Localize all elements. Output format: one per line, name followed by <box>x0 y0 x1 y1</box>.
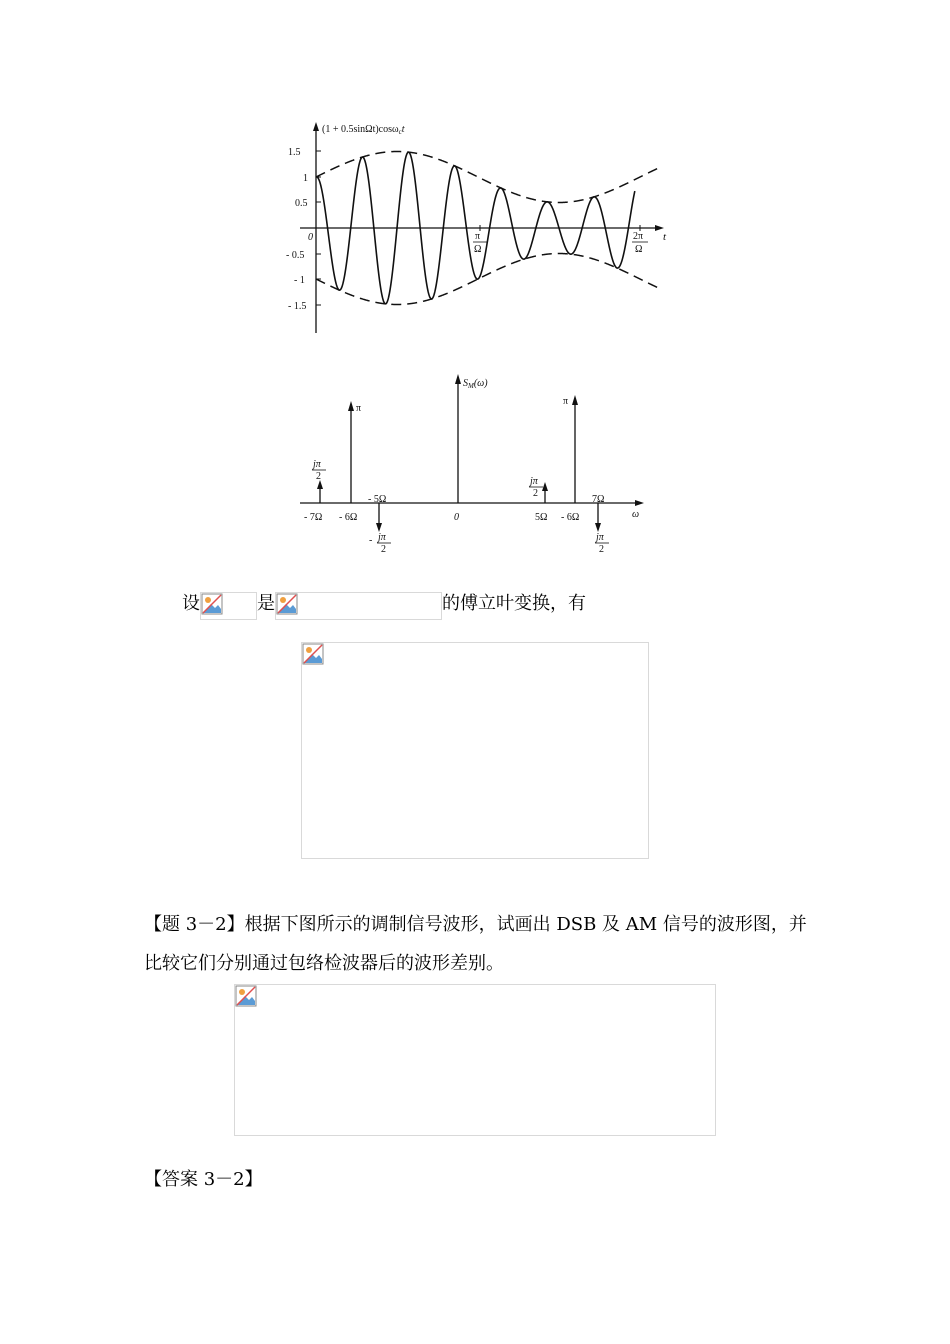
spectrum-label: $S_M(\omega)$ <box>463 378 488 390</box>
x-label-pos5: 5Ω <box>535 512 548 523</box>
jpi-pos7-num: jπ <box>596 532 604 543</box>
formula-image-placeholder <box>200 592 257 620</box>
jpi-neg7-den: 2 <box>316 471 321 482</box>
y-tick-neg-0-5: - 0.5 <box>286 250 305 261</box>
y-tick-neg-1: - 1 <box>294 275 305 286</box>
x-label-pos7: 7Ω <box>592 494 605 505</box>
lower-envelope <box>316 254 658 305</box>
am-waveform-figure <box>280 118 670 338</box>
pi-right: π <box>563 396 569 407</box>
broken-image-icon <box>235 985 257 1007</box>
x-label-neg5: - 5Ω <box>368 494 387 505</box>
answer-heading: 【答案 3－2】 <box>144 1169 263 1190</box>
y-axis-label: (1 + 0.5sinΩt)cosω$_c$t <box>322 124 405 136</box>
equation-image-placeholder <box>301 642 649 859</box>
y-tick-0-5: 0.5 <box>295 198 308 209</box>
jpi-neg5-den: 2 <box>381 544 386 555</box>
y-tick-1: 1 <box>303 173 308 184</box>
x-label-neg6: - 6Ω <box>339 512 358 523</box>
fourier-statement <box>182 590 586 620</box>
x-tick-2pi-den: Ω <box>635 244 643 255</box>
jpi-neg5-sign: - <box>369 535 373 546</box>
jpi-neg5-num: jπ <box>378 532 386 543</box>
x-label-pos6: - 6Ω <box>561 512 580 523</box>
spectrum-figure <box>295 368 655 558</box>
pi-left: π <box>356 403 362 414</box>
broken-image-icon <box>276 593 298 615</box>
y-tick-neg-1-5: - 1.5 <box>288 301 307 312</box>
text-shi: 是 <box>257 593 275 614</box>
y-axis-arrow <box>313 122 319 131</box>
modulating-signal-image-placeholder <box>234 984 716 1136</box>
broken-image-icon <box>302 643 324 665</box>
origin-label: 0 <box>308 232 313 243</box>
x-label-zero: 0 <box>454 512 459 523</box>
problem-line-2: 比较它们分别通过包络检波器后的波形差别。 <box>144 953 504 974</box>
x-tick-2pi-num: 2π <box>633 231 644 242</box>
upper-envelope <box>316 152 658 203</box>
text-fourier: 的傅立叶变换，有 <box>442 593 586 614</box>
x-axis-label: t <box>663 231 667 243</box>
jpi-neg7-num: jπ <box>313 459 321 470</box>
y-tick-1-5: 1.5 <box>288 147 301 158</box>
x-tick-pi-num: π <box>475 231 481 242</box>
broken-image-icon <box>201 593 223 615</box>
jpi-pos7-den: 2 <box>599 544 604 555</box>
x-tick-pi-den: Ω <box>474 244 482 255</box>
text-she: 设 <box>182 593 200 614</box>
jpi-pos5-den: 2 <box>533 488 538 499</box>
x-label-neg7: - 7Ω <box>304 512 323 523</box>
omega-axis-label: ω <box>632 509 640 520</box>
jpi-pos5-num: jπ <box>530 476 538 487</box>
problem-line-1: 【题 3－2】根据下图所示的调制信号波形，试画出 DSB 及 AM 信号的波形图，并 <box>144 914 807 935</box>
formula-image-placeholder-2 <box>275 592 442 620</box>
